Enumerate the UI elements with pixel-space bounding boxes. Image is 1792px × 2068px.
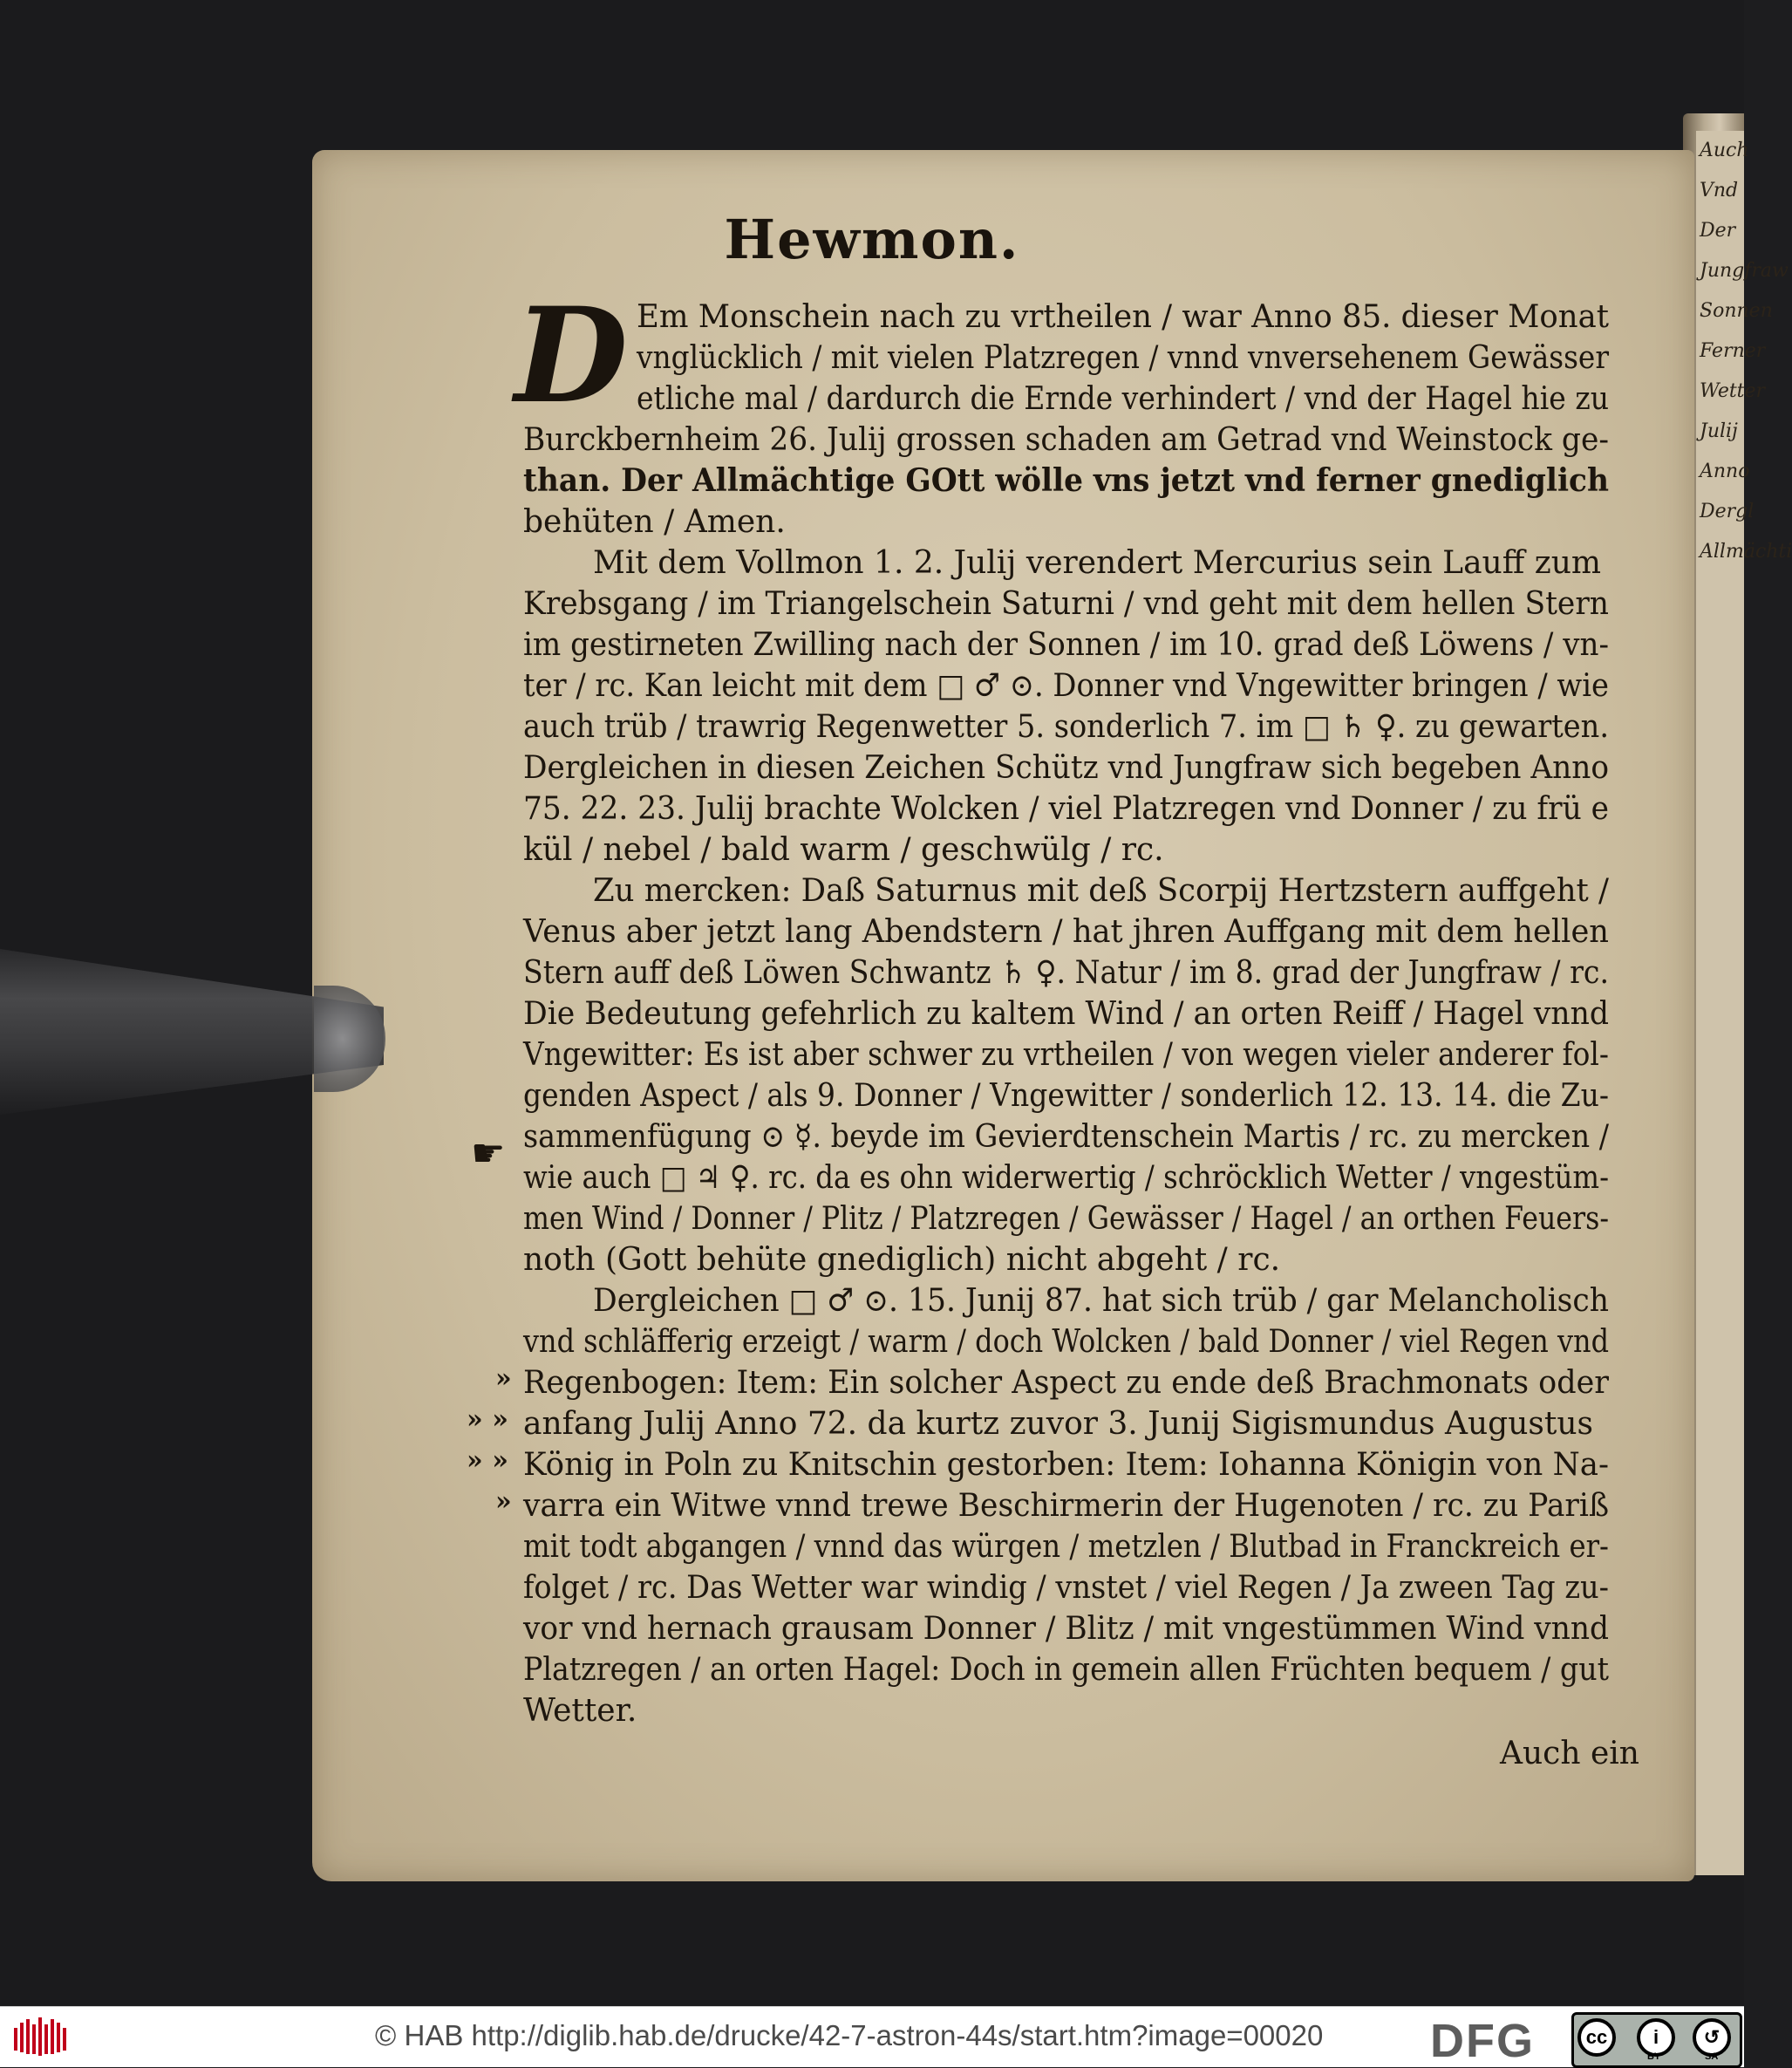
text-line: König in Poln zu Knitschin gestorben: Item: Iohanna Königin von Na- <box>523 1447 1609 1483</box>
text-line: men Wind / Donner / Plitz / Platzregen / Gewässer / Hagel / an orthen Feuers- <box>523 1201 1609 1237</box>
right-page-text: Wetter <box>1700 380 1766 402</box>
pointing-hand-icon: ☛ <box>471 1131 506 1176</box>
text-line: mit todt abgangen / vnnd das würgen / metzlen / Blutbad in Franckreich er- <box>523 1529 1609 1565</box>
text-line: anfang Julij Anno 72. da kurtz zuvor 3. Junij Sigismundus Augustus <box>523 1406 1593 1442</box>
text-line: im gestirneten Zwilling nach der Sonnen / im 10. grad deß Löwens / vn- <box>523 627 1609 663</box>
text-line: vnglücklich / mit vielen Platzregen / vnnd vnversehenem Gewässer <box>637 340 1609 376</box>
text-line: vnd schläfferig erzeigt / warm / doch Wolcken / bald Donner / viel Regen vnd <box>523 1324 1609 1360</box>
right-page-fragment <box>1696 131 1792 1875</box>
right-page-text: Ferner <box>1700 340 1766 362</box>
text-line: wie auch □ ♃ ♀. rc. da es ohn widerwertig / schröcklich Wetter / vngestüm- <box>523 1160 1609 1196</box>
text-line: Krebsgang / im Triangelschein Saturni / vnd geht mit dem hellen Stern <box>523 586 1609 622</box>
right-page-text: Anno <box>1700 461 1750 482</box>
text-line: noth (Gott behüte gnediglich) nicht abgeht / rc. <box>523 1242 1281 1278</box>
page-heading: Hewmon. <box>724 208 1020 271</box>
text-line: kül / nebel / bald warm / geschwülg / rc. <box>523 832 1164 868</box>
text-line: Stern auff deß Löwen Schwantz ♄ ♀. Natur / im 8. grad der Jungfraw / rc. <box>523 955 1609 991</box>
right-page-text: Julij <box>1700 420 1738 442</box>
text-line: than. Der Allmächtige GOtt wölle vns jetzt vnd ferner gnediglich <box>523 462 1609 499</box>
text-line: Wetter. <box>523 1693 637 1729</box>
quote-mark: » <box>495 1486 512 1517</box>
hab-logo-icon <box>12 2016 70 2059</box>
quote-mark: » » <box>467 1445 508 1476</box>
drop-capital: D <box>514 279 629 433</box>
quote-mark: » » <box>467 1404 508 1435</box>
text-line: Die Bedeutung gefehrlich zu kaltem Wind / an orten Reiff / Hagel vnnd <box>523 996 1609 1032</box>
text-line: behüten / Amen. <box>523 504 786 540</box>
right-page-text: Sonnen <box>1700 300 1773 322</box>
text-line: ter / rc. Kan leicht mit dem □ ♂ ⊙. Donner vnd Vngewitter bringen / wie <box>523 668 1609 704</box>
text-line: varra ein Witwe vnnd trewe Beschirmerin der Hugenoten / rc. zu Pariß <box>523 1488 1609 1524</box>
right-page-text: Auch <box>1700 140 1749 161</box>
footer-bar <box>0 2006 1744 2067</box>
text-line: sammenfügung ⊙ ☿. beyde im Gevierdtenschein Martis / rc. zu mercken / <box>523 1119 1609 1155</box>
right-page-text: Dergl <box>1700 501 1755 522</box>
text-line: 75. 22. 23. Julij brachte Wolcken / viel Platzregen vnd Donner / zu frü e <box>523 791 1609 827</box>
text-line: folget / rc. Das Wetter war windig / vnstet / viel Regen / Ja zween Tag zu- <box>523 1570 1609 1606</box>
text-line: vor vnd hernach grausam Donner / Blitz / mit vngestümmen Wind vnnd <box>523 1611 1609 1647</box>
cc-by-label: BY <box>1647 2051 1661 2062</box>
text-line: Zu mercken: Daß Saturnus mit deß Scorpij Hertzstern auffgeht / <box>593 873 1609 909</box>
right-page-text: Vnd <box>1700 180 1739 201</box>
footer-source-link[interactable]: © HAB http://diglib.hab.de/drucke/42-7-astron-44s/start.htm?image=00020 <box>375 2019 1324 2051</box>
text-line: Venus aber jetzt lang Abendstern / hat jhren Auffgang mit dem hellen <box>523 914 1609 950</box>
text-line: genden Aspect / als 9. Donner / Vngewitter / sonderlich 12. 13. 14. die Zu- <box>523 1078 1609 1114</box>
text-line: Em Monschein nach zu vrtheilen / war Anno 85. dieser Monat <box>637 299 1609 335</box>
text-line: Dergleichen □ ♂ ⊙. 15. Junij 87. hat sich trüb / gar Melancholisch <box>593 1283 1609 1319</box>
quote-mark: » <box>495 1363 512 1394</box>
catchword: Auch ein <box>1500 1736 1639 1771</box>
text-line: Regenbogen: Item: Ein solcher Aspect zu ende deß Brachmonats oder <box>523 1365 1609 1401</box>
cc-license-badge[interactable] <box>1571 2012 1742 2068</box>
text-line: Mit dem Vollmon 1. 2. Julij verendert Mercurius sein Lauff zum <box>593 545 1602 581</box>
by-icon: i <box>1637 2018 1675 2057</box>
text-line: Burckbernheim 26. Julij grossen schaden am Getrad vnd Weinstock ge- <box>523 422 1609 458</box>
right-page-text: Der <box>1700 220 1736 242</box>
text-line: etliche mal / dardurch die Ernde verhindert / vnd der Hagel hie zu <box>637 381 1609 417</box>
right-page-text: Allmächti <box>1700 541 1792 563</box>
cc-sa-label: SA <box>1705 2051 1719 2062</box>
right-page-text: Jungfraw <box>1700 260 1789 282</box>
text-line: Platzregen / an orten Hagel: Doch in gemein allen Früchten bequem / gut <box>523 1652 1609 1688</box>
dfg-logo: DFG <box>1430 2015 1535 2067</box>
cc-icon: cc <box>1577 2018 1616 2057</box>
page-body <box>523 297 1609 1731</box>
text-line: Dergleichen in diesen Zeichen Schütz vnd Jungfraw sich begeben Anno <box>523 750 1609 786</box>
sa-icon: ↺ <box>1693 2018 1731 2057</box>
text-line: auch trüb / trawrig Regenwetter 5. sonderlich 7. im □ ♄ ♀. zu gewarten. <box>523 709 1609 745</box>
text-line: Vngewitter: Es ist aber schwer zu vrtheilen / von wegen vieler anderer fol- <box>523 1037 1609 1073</box>
